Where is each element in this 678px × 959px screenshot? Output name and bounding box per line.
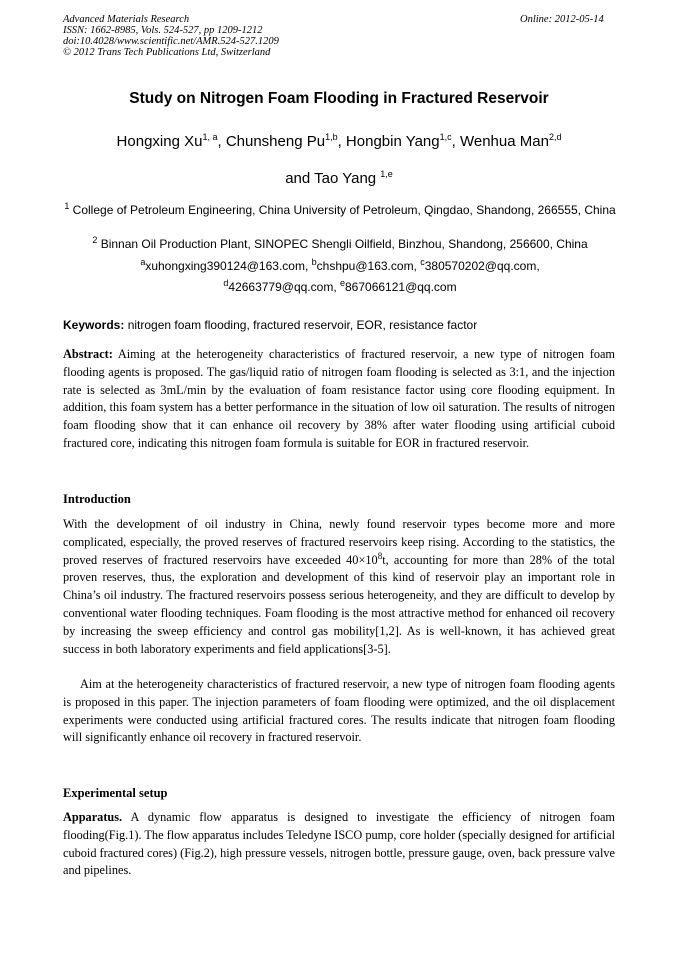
issn-line: ISSN: 1662-8985, Vols. 524-527, pp 1209-1212 (63, 25, 263, 36)
abstract-label: Abstract: (63, 347, 113, 361)
email-link[interactable]: 42663779@qq.com, (228, 280, 340, 294)
affiliation-1: $^1$ College of Petroleum Engineering, China University of Petroleum, Qingdao, Shandong, 266555, China (64, 201, 616, 217)
emails-line-2: $^d$42663779@qq.com, $^e$867066121@qq.com (223, 278, 457, 294)
apparatus-label: Apparatus. (63, 810, 123, 824)
author-5: Tao Yang $^{1,e}$ (314, 169, 393, 187)
introduction-paragraph-2: Aim at the heterogeneity characteristics of fractured reservoir, a new type of nitrogen foam flooding agents is proposed in this paper. The injection parameters of foam flooding were optimized, and the oil displacement experiments were conducted using artificial fractured cores. The results indicate that nitrogen foam flooding will significantly enhance oil recovery in fractured reservoir. (63, 677, 615, 745)
abstract (63, 346, 615, 453)
email-link[interactable]: xuhongxing390124@163.com, (145, 259, 312, 273)
apparatus-paragraph: Apparatus. A dynamic flow apparatus is designed to investigate the efficiency of nitrogen foam flooding(Fig.1). The flow apparatus includes Teledyne ISCO pump, core holder (specially designed for artificial cuboid fractured cores) (Fig.2), high pressure vessels, nitrogen bottle, pressure gauge, oven, back pressure valve and pipelines. (63, 810, 615, 878)
introduction-heading: Introduction (63, 492, 131, 506)
online-date: Online: 2012-05-14 (520, 14, 604, 25)
experimental-setup-heading: Experimental setup (63, 786, 168, 800)
journal-name: Advanced Materials Research (63, 14, 190, 25)
author-list (40, 133, 638, 150)
journal-header (63, 14, 279, 58)
author-3: Hongbin Yang$^{1,c}$, (345, 132, 460, 150)
keywords (63, 318, 615, 332)
keywords-text: nitrogen foam flooding, fractured reservoir, EOR, resistance factor (127, 318, 478, 332)
email-link[interactable]: 380570202@qq.com, (424, 259, 540, 273)
email-link[interactable]: 867066121@qq.com (345, 280, 457, 294)
author-list-last: and Tao Yang $^{1,e}$ (285, 169, 393, 187)
paper-title: Study on Nitrogen Foam Flooding in Fractured Reservoir (129, 90, 549, 107)
email-link[interactable]: chshpu@163.com, (316, 259, 421, 273)
author-4: Wenhua Man$^{2,d}$ (459, 132, 562, 150)
affiliation-2: $^2$ Binnan Oil Production Plant, SINOPEC Shengli Oilfield, Binzhou, Shandong, 256600, China (92, 235, 588, 251)
abstract-text: Aiming at the heterogeneity characteristics of fractured reservoir, a new type of nitrogen foam flooding agents is proposed. The gas/liquid ratio of nitrogen foam flooding is selected as 3:1, and the injection rate is selected as 3mL/min by the evaluation of foam resistance factor using core flooding equipment. In addition, this foam system has a better performance in the situation of low oil saturation. The results of nitrogen foam flooding show that it can enhance oil recovery by 38% after water flooding using artificial cuboid fractured core, indicating this nitrogen foam formula is suitable for EOR in fractured reservoir. (63, 347, 615, 450)
emails-line-1: $^a$xuhongxing390124@163.com, $^b$chshpu@163.com, $^c$380570202@qq.com, (140, 257, 540, 273)
author-1: Hongxing Xu$^{1, a}$, (116, 132, 226, 150)
author-2: Chunsheng Pu$^{1,b}$, (225, 132, 346, 150)
copyright-line: © 2012 Trans Tech Publications Ltd, Switzerland (63, 47, 271, 58)
introduction-paragraph-1: With the development of oil industry in China, newly found reservoir types become more and more complicated, especially, the proved reserves of fractured reservoirs keep rising. According to the statistics, the proved reserves of fractured reservoirs have exceeded $40\times 10^8t$, accounting for more than 28% of the total proven reserves, thus, the exploration and development of this kind of reservoir play an important role in China’s oil industry. The fractured reservoirs possess serious heterogeneity, and they are difficult to develop by conventional water flooding techniques. Foam flooding is the most attractive method for enhanced oil recovery by increasing the sweep efficiency and control gas mobility[1,2]. As is well-known, it has achieved great success in both laboratory experiments and field applications[3-5]. (63, 517, 615, 656)
doi-line: doi:10.4028/www.scientific.net/AMR.524-527.1209 (63, 36, 279, 47)
keywords-label: Keywords: (63, 318, 125, 332)
